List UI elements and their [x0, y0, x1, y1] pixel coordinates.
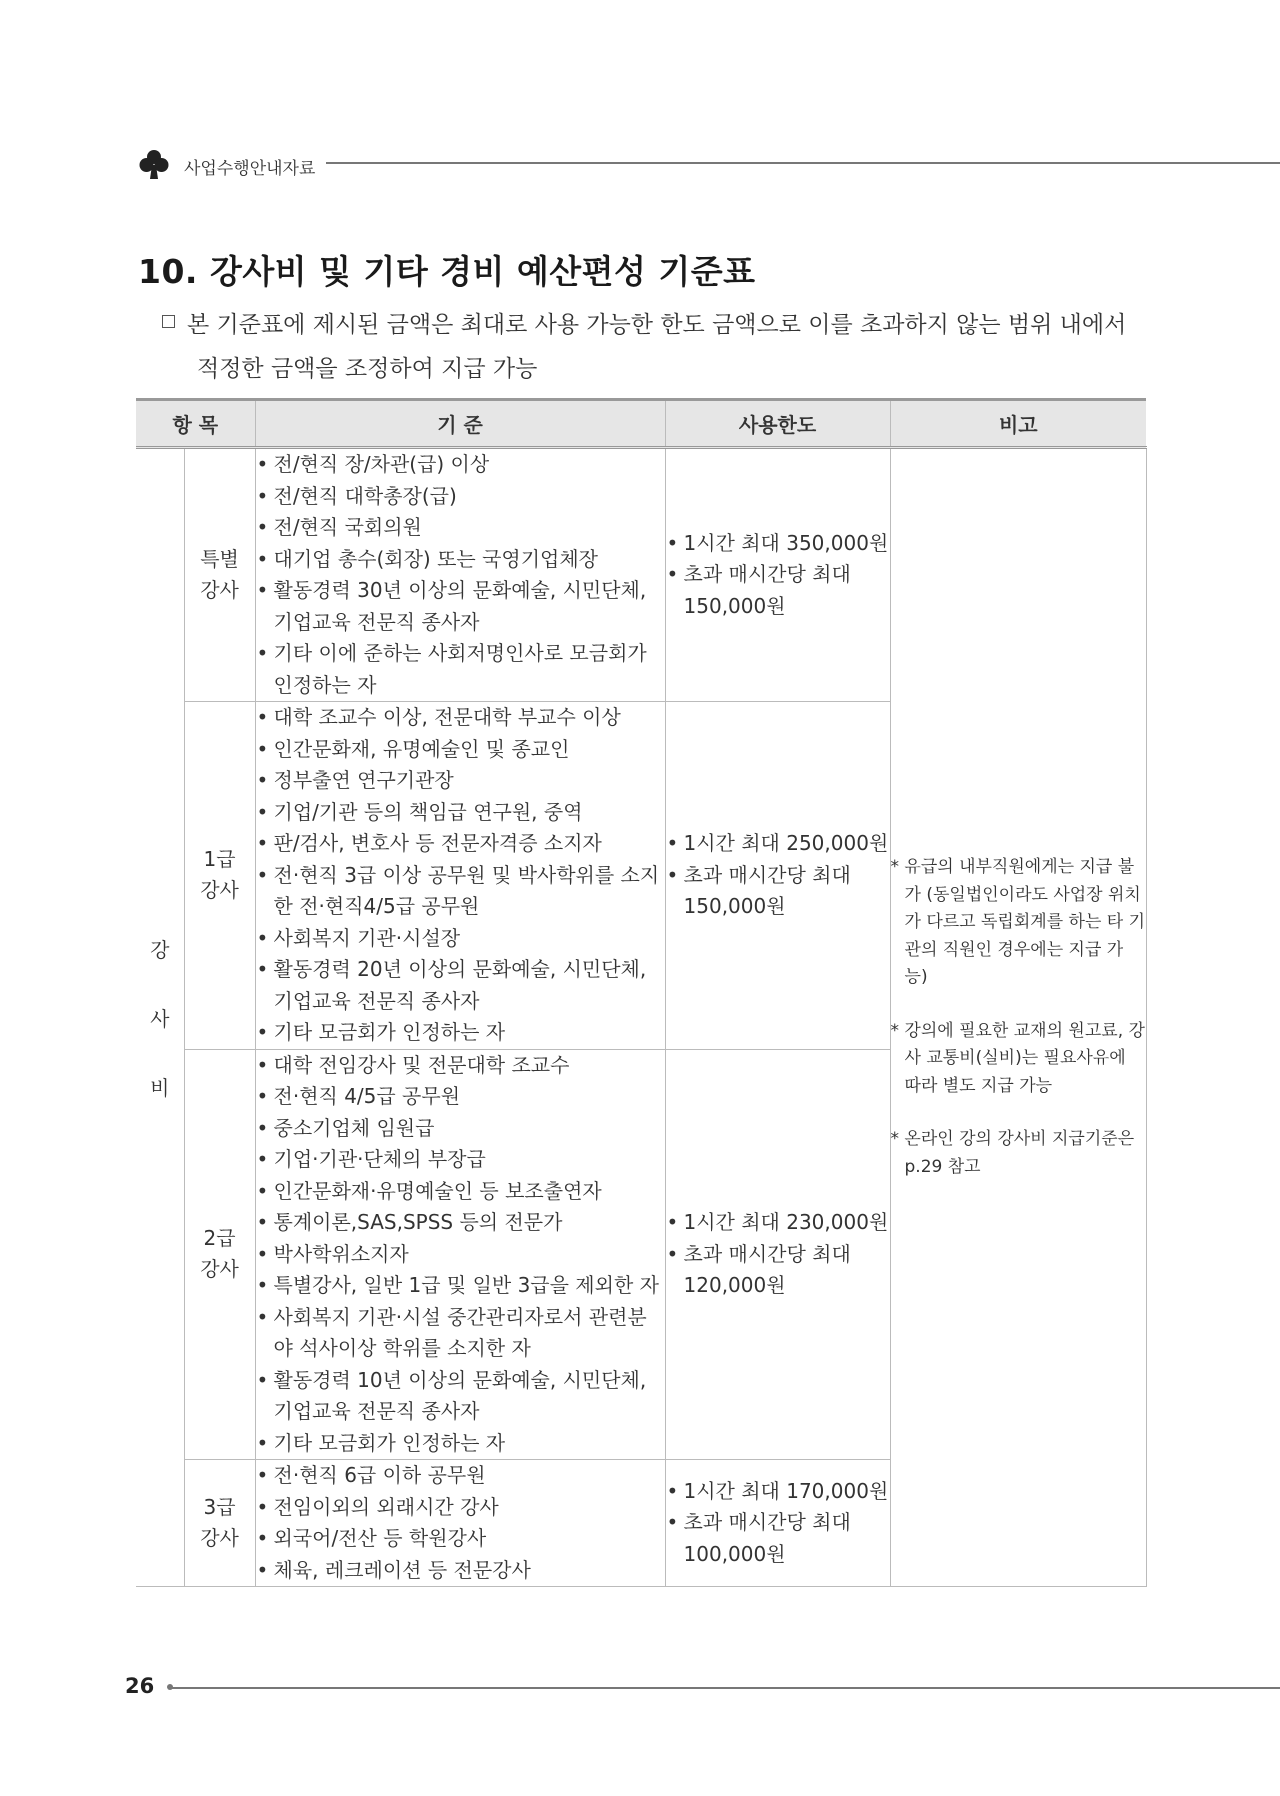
- criteria-item: • 전·현직 3급 이상 공무원 및 박사학위를 소지한 전·현직4/5급 공무원: [256, 860, 665, 923]
- limit-cell: [665, 1460, 890, 1587]
- limit-cell: [665, 1049, 890, 1460]
- limit-item: • 초과 매시간당 최대 150,000원: [666, 860, 890, 923]
- criteria-item: • 정부출연 연구기관장: [256, 765, 665, 797]
- category-char: 사: [150, 1007, 170, 1031]
- criteria-item: • 전/현직 대학총장(급): [256, 481, 665, 513]
- grade-cell: [184, 448, 255, 702]
- criteria-item: • 외국어/전산 등 학원강사: [256, 1523, 665, 1555]
- limit-item: • 1시간 최대 170,000원: [666, 1476, 890, 1508]
- section-title: 10. 강사비 및 기타 경비 예산편성 기준표: [138, 252, 756, 291]
- criteria-item: • 전임이외의 외래시간 강사: [256, 1492, 665, 1524]
- budget-standard-table: [136, 398, 1147, 1587]
- criteria-item: • 체육, 레크레이션 등 전문강사: [256, 1555, 665, 1587]
- header-note: 비고: [890, 400, 1146, 448]
- limit-cell: [665, 702, 890, 1050]
- grade-cell: [184, 1460, 255, 1587]
- grade-label: 1급: [203, 847, 236, 872]
- criteria-item: • 기업/기관 등의 책임급 연구원, 중역: [256, 797, 665, 829]
- table-row: [136, 448, 1146, 702]
- limit-item: • 초과 매시간당 최대 100,000원: [666, 1507, 890, 1570]
- note-item: * 유급의 내부직원에게는 지급 불가 (동일법인이라도 사업장 위치가 다르고 독립회계를 하는 타 기관의 직원인 경우에는 지급 가능): [890, 857, 1146, 987]
- header-limit: 사용한도: [665, 400, 890, 448]
- page-number: 26: [125, 1674, 155, 1698]
- square-bullet-icon: [162, 315, 175, 328]
- criteria-item: • 활동경력 10년 이상의 문화예술, 시민단체, 기업교육 전문직 종사자: [256, 1365, 665, 1428]
- criteria-item: • 대학 조교수 이상, 전문대학 부교수 이상: [256, 702, 665, 734]
- grade-label: 강사: [200, 878, 239, 903]
- intro-line-2: 적정한 금액을 조정하여 지급 가능: [197, 356, 538, 382]
- category-char: 비: [150, 1076, 170, 1100]
- club-icon: [138, 148, 170, 180]
- table-header-row: [136, 400, 1146, 448]
- criteria-item: • 기타 모금회가 인정하는 자: [256, 1428, 665, 1460]
- note-cell: [890, 448, 1146, 1587]
- limit-item: • 1시간 최대 350,000원: [666, 528, 890, 560]
- criteria-item: • 통계이론,SAS,SPSS 등의 전문가: [256, 1207, 665, 1239]
- header-criteria: 기 준: [255, 400, 665, 448]
- criteria-item: • 전·현직 6급 이하 공무원: [256, 1460, 665, 1492]
- page-footer: [125, 1672, 1280, 1702]
- limit-item: • 1시간 최대 230,000원: [666, 1207, 890, 1239]
- criteria-item: • 사회복지 기관·시설 중간관리자로서 관련분야 석사이상 학위를 소지한 자: [256, 1302, 665, 1365]
- footer-rule: [170, 1687, 1280, 1689]
- criteria-item: • 활동경력 20년 이상의 문화예술, 시민단체, 기업교육 전문직 종사자: [256, 954, 665, 1017]
- criteria-item: • 기업·기관·단체의 부장급: [256, 1144, 665, 1176]
- header-item: 항 목: [136, 400, 255, 448]
- criteria-item: • 전·현직 4/5급 공무원: [256, 1081, 665, 1113]
- criteria-item: • 박사학위소지자: [256, 1239, 665, 1271]
- grade-label: 강사: [200, 1257, 239, 1282]
- criteria-item: • 전/현직 국회의원: [256, 512, 665, 544]
- grade-label: 2급: [203, 1226, 236, 1251]
- grade-cell: [184, 702, 255, 1050]
- note-item: * 온라인 강의 강사비 지급기준은 p.29 참고: [890, 1129, 1135, 1177]
- limit-cell: [665, 448, 890, 702]
- criteria-cell: [255, 1049, 665, 1460]
- criteria-item: • 대학 전임강사 및 전문대학 조교수: [256, 1050, 665, 1082]
- criteria-item: • 판/검사, 변호사 등 전문자격증 소지자: [256, 828, 665, 860]
- criteria-item: • 사회복지 기관·시설장: [256, 923, 665, 955]
- header-title: 사업수행안내자료: [184, 159, 316, 179]
- criteria-cell: [255, 1460, 665, 1587]
- limit-item: • 초과 매시간당 최대 120,000원: [666, 1239, 890, 1302]
- criteria-cell: [255, 448, 665, 702]
- criteria-item: • 특별강사, 일반 1급 및 일반 3급을 제외한 자: [256, 1270, 665, 1302]
- limit-item: • 초과 매시간당 최대 150,000원: [666, 559, 890, 622]
- limit-item: • 1시간 최대 250,000원: [666, 828, 890, 860]
- grade-label: 3급: [203, 1495, 236, 1519]
- criteria-item: • 인간문화재·유명예술인 등 보조출연자: [256, 1176, 665, 1208]
- section-intro: [162, 303, 1162, 391]
- intro-line-1: 본 기준표에 제시된 금액은 최대로 사용 가능한 한도 금액으로 이를 초과하지 않는 범위 내에서: [187, 312, 1127, 338]
- grade-cell: [184, 1049, 255, 1460]
- note-item: * 강의에 필요한 교재의 원고료, 강사 교통비(실비)는 필요사유에 따라 별도 지급 가능: [890, 1020, 1145, 1096]
- grade-label: 강사: [200, 1526, 239, 1550]
- grade-label: 강사: [200, 578, 239, 602]
- category-char: 강: [150, 938, 170, 962]
- criteria-item: • 기타 모금회가 인정하는 자: [256, 1017, 665, 1049]
- criteria-item: • 기타 이에 준하는 사회저명인사로 모금회가 인정하는 자: [256, 638, 665, 701]
- criteria-item: • 대기업 총수(회장) 또는 국영기업체장: [256, 544, 665, 576]
- grade-label: 특별: [200, 547, 239, 571]
- criteria-item: • 전/현직 장/차관(급) 이상: [256, 449, 665, 481]
- category-cell: [136, 448, 184, 1587]
- header-rule: [326, 162, 1280, 164]
- criteria-item: • 활동경력 30년 이상의 문화예술, 시민단체, 기업교육 전문직 종사자: [256, 575, 665, 638]
- criteria-cell: [255, 702, 665, 1050]
- criteria-item: • 인간문화재, 유명예술인 및 종교인: [256, 734, 665, 766]
- criteria-item: • 중소기업체 임원급: [256, 1113, 665, 1145]
- page-header: [138, 148, 1280, 180]
